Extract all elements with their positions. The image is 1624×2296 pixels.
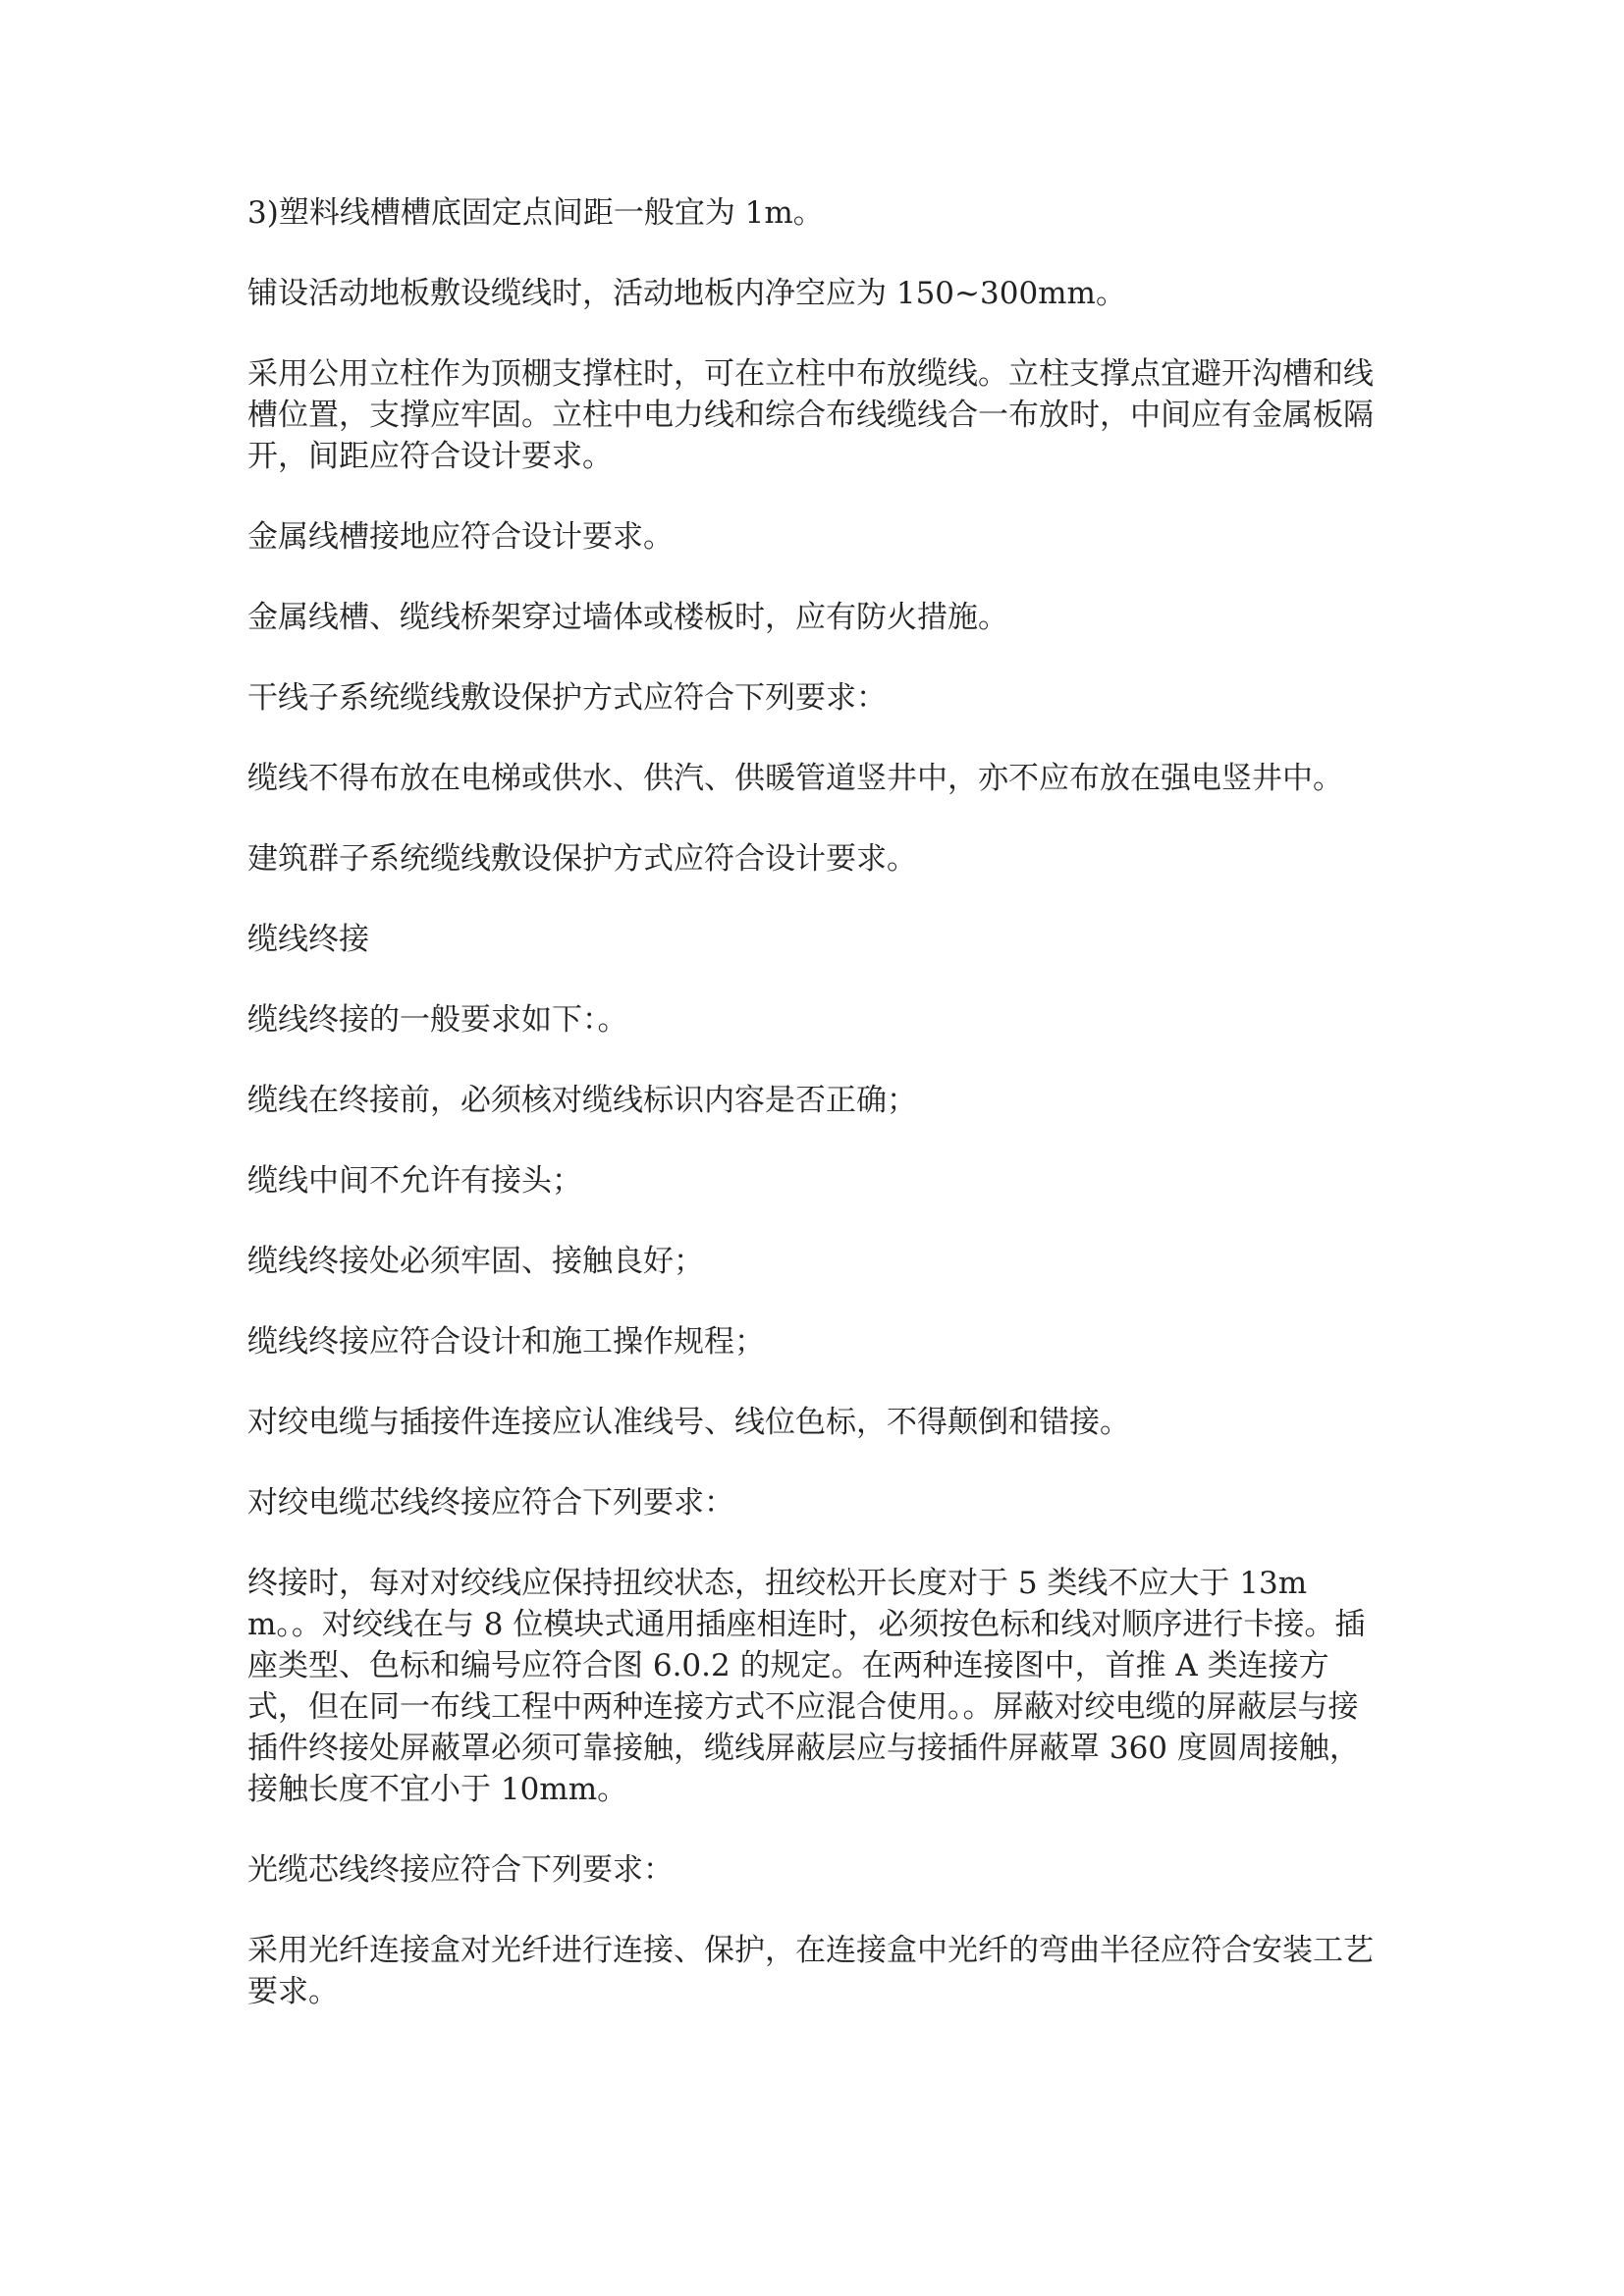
paragraph: 金属线槽、缆线桥架穿过墙体或楼板时，应有防火措施。 xyxy=(247,600,1008,635)
section-heading: 缆线终接 xyxy=(247,922,369,957)
paragraph: 缆线中间不允许有接头； xyxy=(247,1163,582,1199)
paragraph: 缆线终接应符合设计和施工操作规程； xyxy=(247,1324,765,1360)
paragraph: 建筑群子系统缆线敷设保护方式应符合设计要求。 xyxy=(247,841,917,877)
paragraph: 采用公用立柱作为顶棚支撑柱时，可在立柱中布放缆线。立柱支撑点宜避开沟槽和线槽位置，支撑应牢固。立柱中电力线和综合布线缆线合一布放时，中间应有金属板隔开，间距应符合设计要求。 xyxy=(247,356,1374,474)
paragraph: 对绞电缆与插接件连接应认准线号、线位色标，不得颠倒和错接。 xyxy=(247,1405,1130,1440)
paragraph: 缆线不得布放在电梯或供水、供汽、供暖管道竖井中，亦不应布放在强电竖井中。 xyxy=(247,761,1343,796)
document-body xyxy=(247,192,1375,2052)
paragraph: 干线子系统缆线敷设保护方式应符合下列要求： xyxy=(247,680,887,716)
paragraph: 终接时，每对对绞线应保持扭绞状态，扭绞松开长度对于 5 类线不应大于 13mm。。对绞线在与 8 位模块式通用插座相连时，必须按色标和线对顺序进行卡接。插座类型、色标和编号应符合图 6.0.2 的规定。在两种连接图中，首推 A 类连接方式，但在同一布线工程中两种连接方式不应混合使用。。屏蔽对绞电缆的屏蔽层与接插件终接处屏蔽罩必须可靠接触，缆线屏蔽层应与接插件屏蔽罩 360 度圆周接触，接触长度不宜小于 10mm。 xyxy=(247,1566,1366,1807)
paragraph: 缆线在终接前，必须核对缆线标识内容是否正确； xyxy=(247,1083,917,1118)
paragraph: 光缆芯线终接应符合下列要求： xyxy=(247,1852,674,1888)
paragraph: 缆线终接的一般要求如下：。 xyxy=(247,1002,628,1038)
paragraph: 3)塑料线槽槽底固定点间距一般宜为 1m。 xyxy=(247,195,824,231)
paragraph: 缆线终接处必须牢固、接触良好； xyxy=(247,1244,704,1279)
paragraph: 采用光纤连接盒对光纤进行连接、保护，在连接盒中光纤的弯曲半径应符合安装工艺要求。 xyxy=(247,1933,1374,2009)
paragraph: 铺设活动地板敷设缆线时，活动地板内净空应为 150~300mm。 xyxy=(247,276,1126,311)
paragraph: 金属线槽接地应符合设计要求。 xyxy=(247,519,674,555)
paragraph: 对绞电缆芯线终接应符合下列要求： xyxy=(247,1485,734,1521)
